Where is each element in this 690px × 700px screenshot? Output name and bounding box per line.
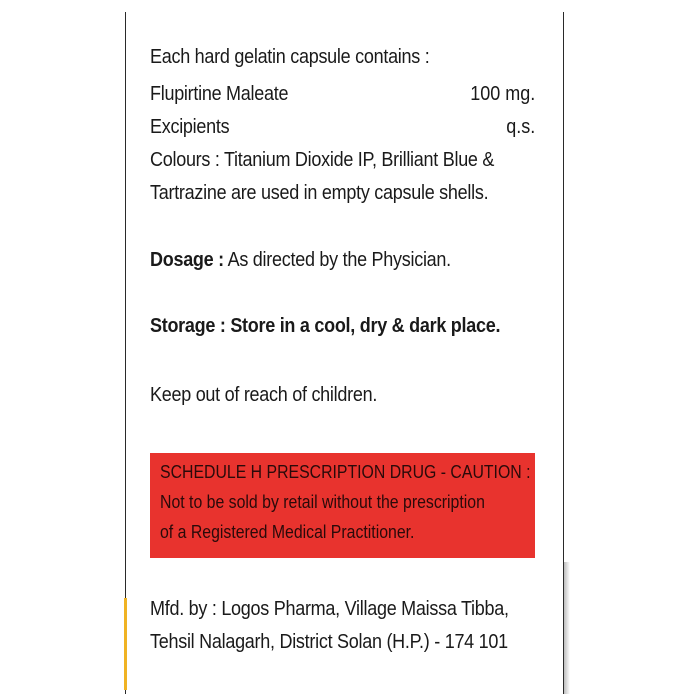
ingredient-amount: 100 mg. (469, 83, 535, 105)
manufacturer-line-2: Tehsil Nalagarh, District Solan (H.P.) - 174 101 (150, 631, 508, 653)
caution-line-1: SCHEDULE H PRESCRIPTION DRUG - CAUTION : (160, 462, 531, 482)
excipients-name: Excipients (150, 116, 230, 138)
colours-line-2: Tartrazine are used in empty capsule shells. (150, 182, 489, 204)
dosage-text: As directed by the Physician. (223, 249, 451, 271)
caution-line-3: of a Registered Medical Practitioner. (160, 522, 415, 542)
label-left-border (125, 12, 126, 694)
label-right-shadow (564, 562, 570, 694)
colours-line-1: Colours : Titanium Dioxide IP, Brilliant Blue & (150, 149, 495, 171)
children-warning: Keep out of reach of children. (150, 384, 378, 406)
composition-heading: Each hard gelatin capsule contains : (150, 46, 430, 68)
dosage-line (150, 248, 451, 272)
manufacturer-line-1: Mfd. by : Logos Pharma, Village Maissa Tibba, (150, 598, 509, 620)
ingredient-name: Flupirtine Maleate (150, 83, 289, 105)
excipients-amount: q.s. (505, 116, 535, 138)
caution-line-2: Not to be sold by retail without the prescription (160, 492, 485, 512)
label-left-accent-stripe (124, 598, 127, 690)
storage-line: Storage : Store in a cool, dry & dark place. (150, 315, 501, 337)
dosage-label: Dosage : (150, 249, 224, 271)
